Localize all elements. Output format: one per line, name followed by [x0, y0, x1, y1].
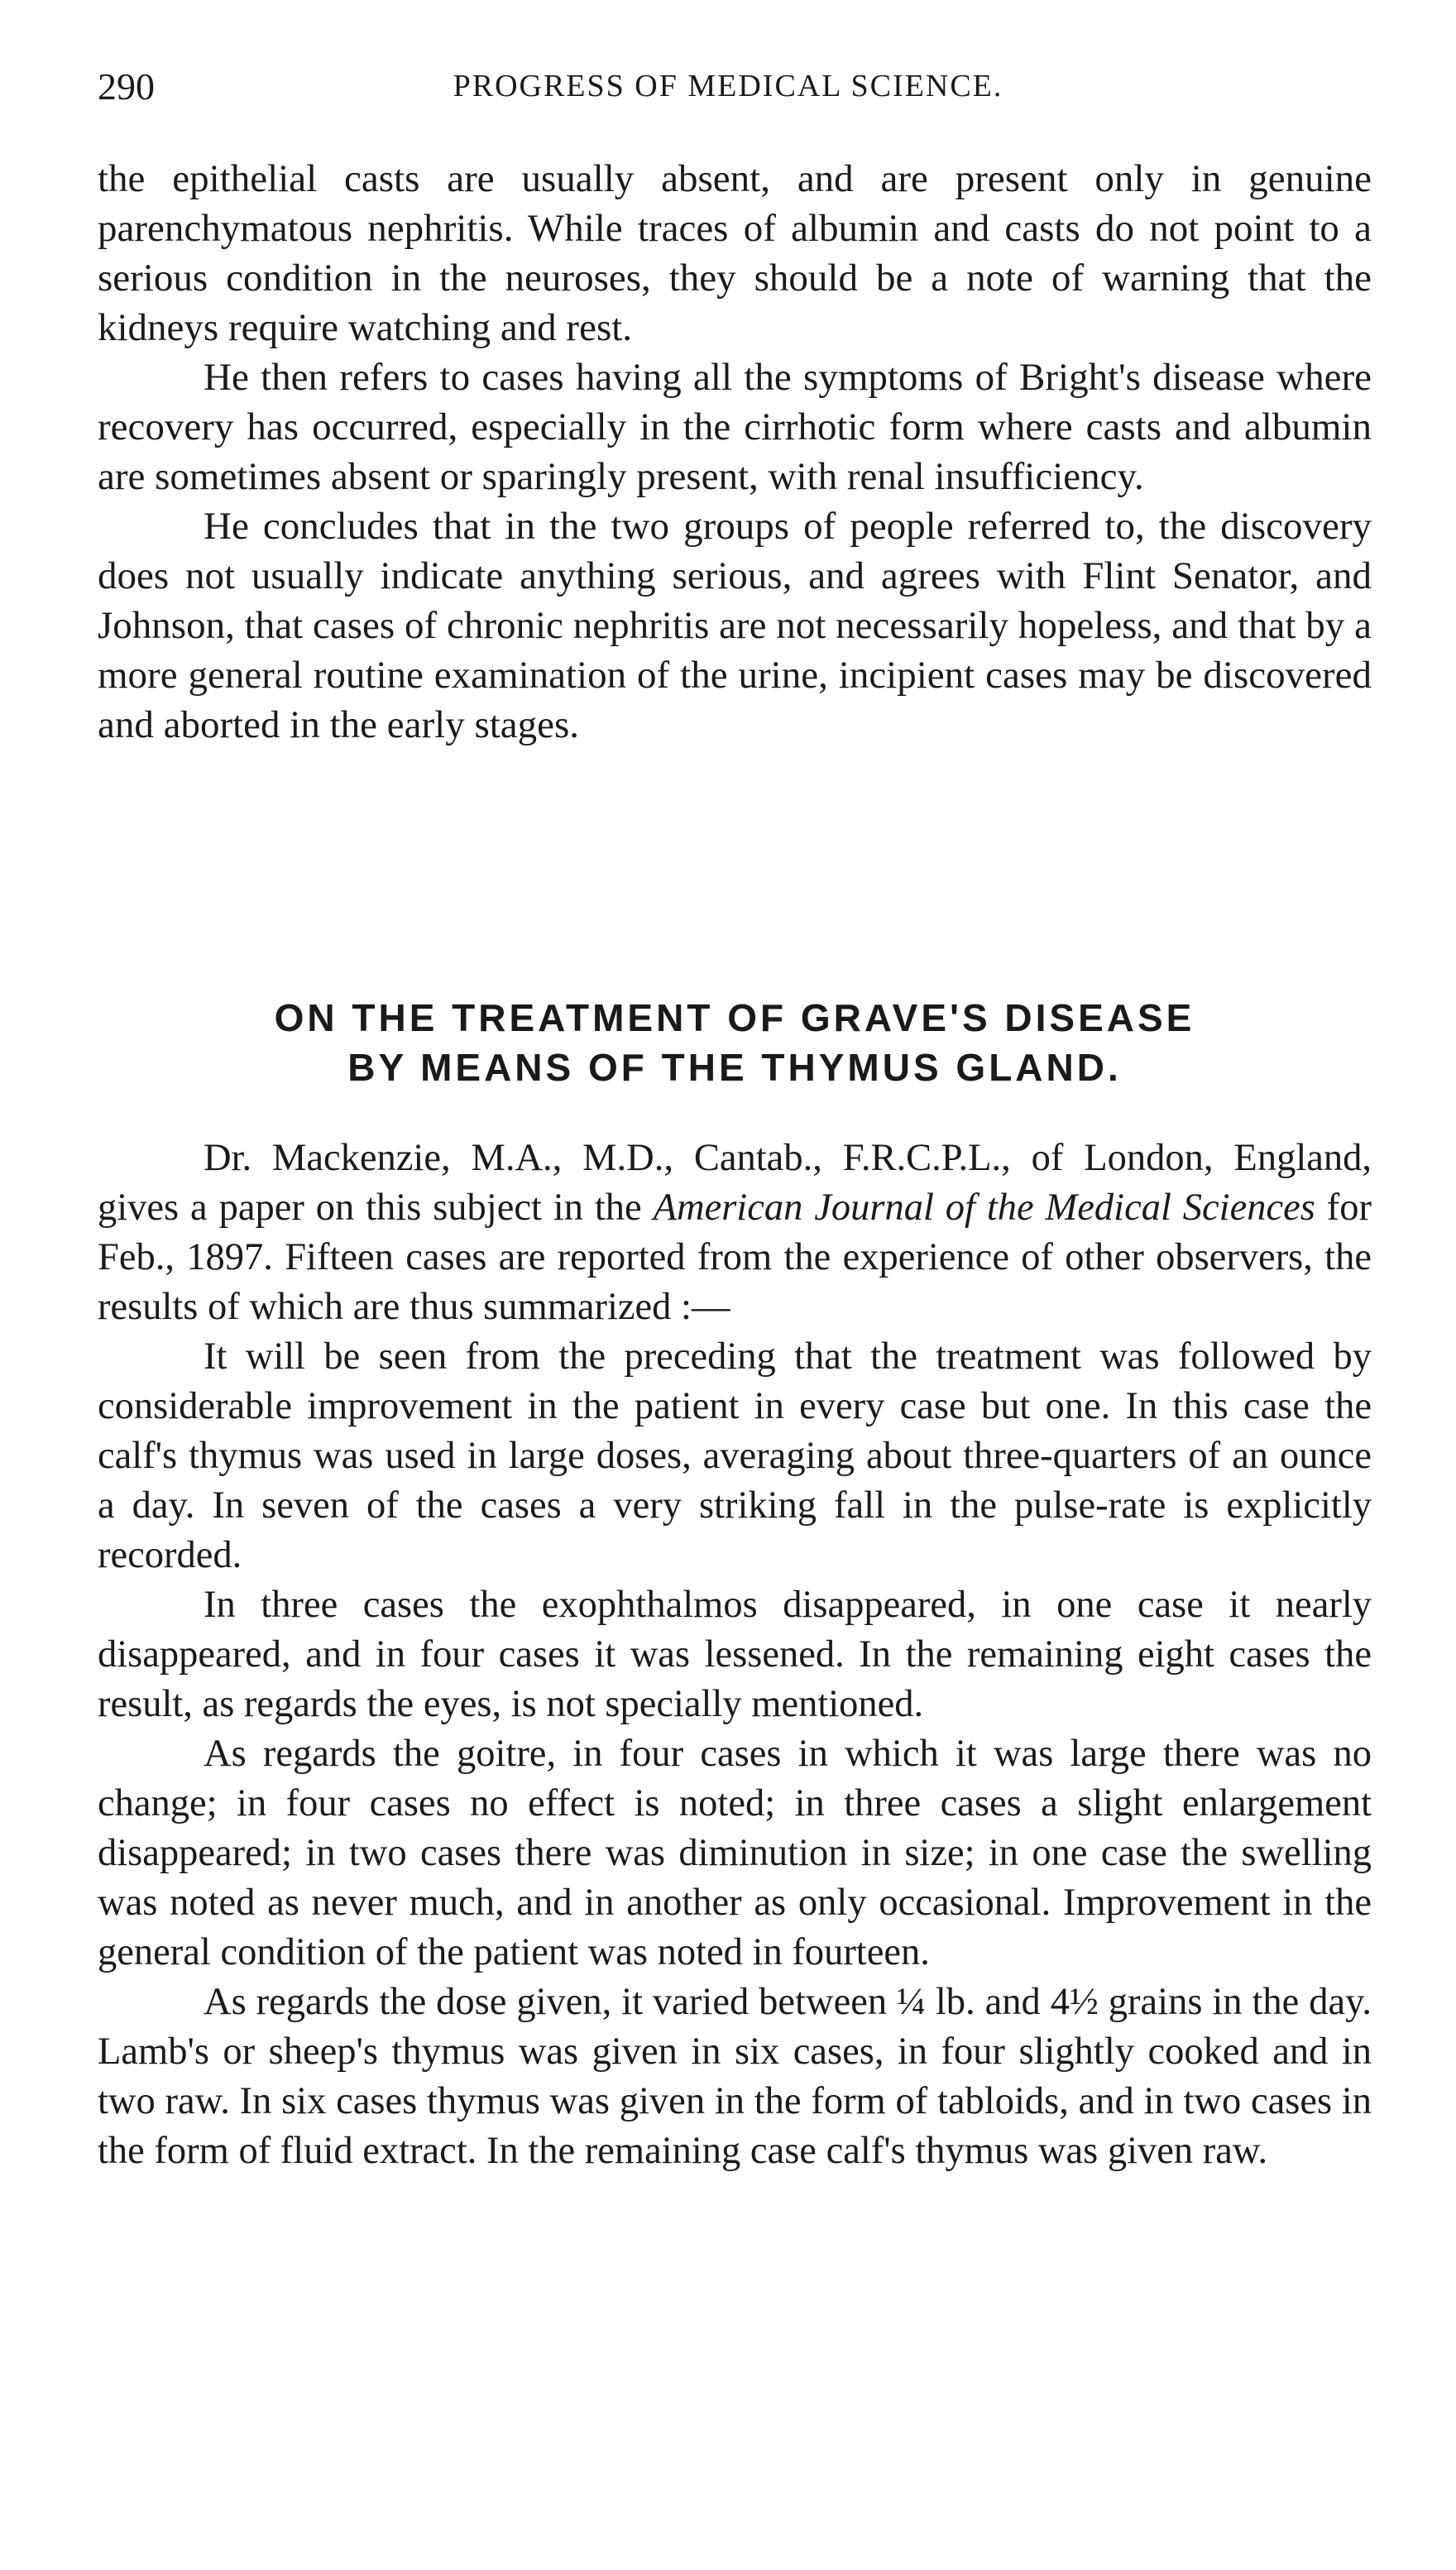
intro-text-start: Dr. Mackenzie, M.A., M.D., Cantab., F.R.C.P.L., of London, England, gives a paper on this subject in the	[98, 1137, 1372, 1229]
page-number: 290	[98, 65, 155, 108]
paragraph: the epithelial casts are usually absent, and are present only in genuine parenchymatous nephritis. While traces of albumin and casts do not point to a serious condition in the neuroses, they should be a note of warning that the kidneys require watching and rest.	[98, 157, 1372, 349]
article-heading	[98, 993, 1372, 1092]
article-heading-line-1: ON THE TREATMENT OF GRAVE'S DISEASE	[274, 996, 1195, 1039]
intro-paragraph	[98, 1134, 1372, 1332]
paragraph: In three cases the exophthalmos disappeared, in one case it nearly disappeared, and in four cases it was lessened. In the remaining eight cases the result, as regards the eyes, is not specially mentioned.	[98, 1584, 1372, 1725]
paragraph: As regards the dose given, it varied between ¼ lb. and 4½ grains in the day. Lamb's or sheep's thymus was given in six cases, in four slightly cooked and in two raw. In six cases thymus was given in the form of tabloids, and in two cases in the form of fluid extract. In the remaining case calf's thymus was given raw.	[98, 1981, 1372, 2172]
journal-title: American Journal of the Medical Sciences	[653, 1187, 1315, 1229]
article-body	[98, 1134, 1372, 2176]
paragraph: He then refers to cases having all the symptoms of Bright's disease where recovery has occurred, especially in the cirrhotic form where casts and albumin are sometimes absent or sparingly present, with renal insufficiency.	[98, 356, 1372, 498]
running-header	[98, 65, 1358, 114]
paragraph: As regards the goitre, in four cases in which it was large there was no change; in four cases no effect is noted; in three cases a slight enlargement disappeared; in two cases there was diminution in size; in one case the swelling was noted as never much, and in another as only occasional. Improvement in the general condition of the patient was noted in fourteen.	[98, 1733, 1372, 1973]
article-heading-line-2: BY MEANS OF THE THYMUS GLAND.	[347, 1046, 1122, 1089]
running-title: PROGRESS OF MEDICAL SCIENCE.	[453, 69, 1003, 103]
paragraph: It will be seen from the preceding that the treatment was followed by considerable improvement in the patient in every case but one. In this case the calf's thymus was used in large doses, averaging about three-quarters of an ounce a day. In seven of the cases a very striking fall in the pulse-rate is explicitly recorded.	[98, 1335, 1372, 1576]
intro-text-end: for Feb., 1897. Fifteen cases are reported from the experience of other observers, the results of which are thus summarized :—	[98, 1187, 1372, 1328]
previous-article-text	[98, 154, 1372, 750]
paragraph: He concludes that in the two groups of people referred to, the discovery does not usually indicate anything serious, and agrees with Flint Senator, and Johnson, that cases of chronic nephritis are not necessarily hopeless, and that by a more general routine examination of the urine, incipient cases may be discovered and aborted in the early stages.	[98, 505, 1372, 746]
